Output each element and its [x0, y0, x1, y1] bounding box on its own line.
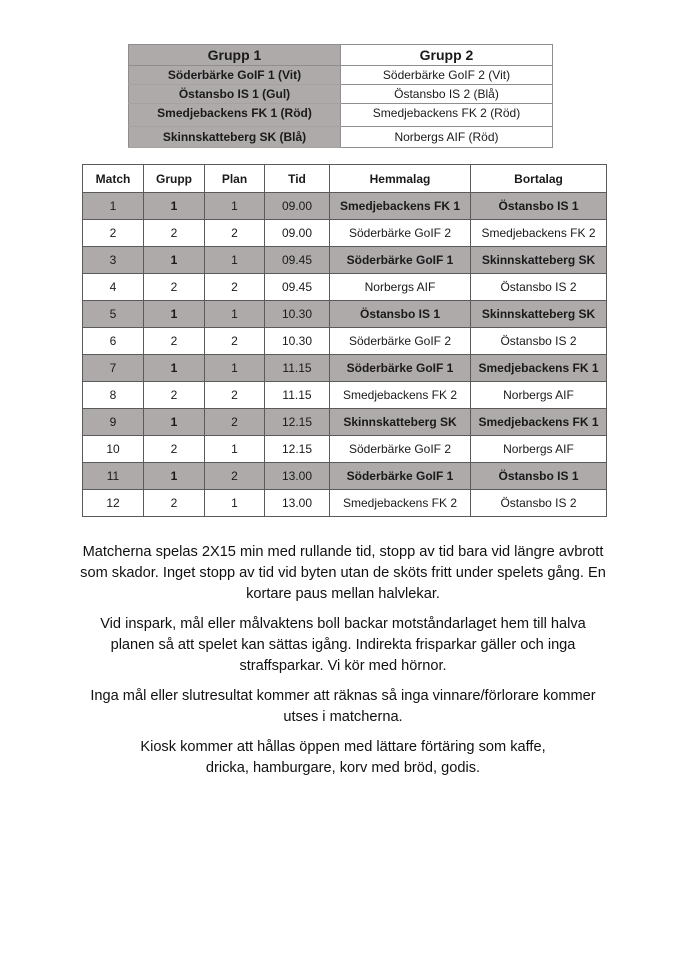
table-row [83, 355, 607, 382]
table-row [83, 436, 607, 463]
schedule-header-row [83, 165, 607, 193]
away-team: Smedjebackens FK 2 [471, 220, 607, 247]
note-goal-kick-rules: Vid inspark, mål eller målvaktens boll backar motståndarlaget hem till halva planen så att spelet kan sättas igång. Indirekta frisparkar gäller och inga straffsparkar. Vi kör med hörnor. [100, 616, 586, 674]
match-time: 13.00 [265, 490, 330, 517]
schedule-table [82, 164, 607, 517]
group-number: 2 [144, 436, 205, 463]
note-match-duration: Matcherna spelas 2X15 min med rullande tid, stopp av tid bara vid längre avbrott som skador. Inget stopp av tid vid byten utan de sköts fritt under spelets gång. En kortare paus mellan halvlekar. [80, 544, 606, 602]
match-time: 12.15 [265, 436, 330, 463]
away-team: Smedjebackens FK 1 [471, 355, 607, 382]
field-number: 1 [205, 247, 265, 274]
field-number: 2 [205, 220, 265, 247]
field-number: 1 [205, 490, 265, 517]
group-number: 2 [144, 490, 205, 517]
col-header-group: Grupp [144, 165, 205, 193]
groups-header-row [129, 45, 553, 66]
field-number: 1 [205, 355, 265, 382]
col-header-away-team: Bortalag [471, 165, 607, 193]
match-time: 11.15 [265, 382, 330, 409]
field-number: 2 [205, 382, 265, 409]
away-team: Östansbo IS 2 [471, 490, 607, 517]
groups-row [129, 104, 553, 127]
match-number: 11 [83, 463, 144, 490]
table-row [83, 328, 607, 355]
field-number: 2 [205, 463, 265, 490]
table-row [83, 220, 607, 247]
group-number: 1 [144, 409, 205, 436]
home-team: Smedjebackens FK 2 [330, 490, 471, 517]
group-2-team: Östansbo IS 2 (Blå) [341, 85, 553, 104]
group-2-team: Söderbärke GoIF 2 (Vit) [341, 66, 553, 85]
table-row [83, 193, 607, 220]
match-number: 7 [83, 355, 144, 382]
group-2-header: Grupp 2 [341, 45, 553, 66]
note-no-scoring: Inga mål eller slutresultat kommer att räknas så inga vinnare/förlorare kommer utses i matcherna. [90, 688, 596, 725]
away-team: Östansbo IS 1 [471, 463, 607, 490]
home-team: Söderbärke GoIF 1 [330, 247, 471, 274]
match-number: 9 [83, 409, 144, 436]
match-number: 8 [83, 382, 144, 409]
group-1-team: Östansbo IS 1 (Gul) [129, 85, 341, 104]
match-time: 09.00 [265, 220, 330, 247]
table-row [83, 382, 607, 409]
away-team: Norbergs AIF [471, 436, 607, 463]
group-number: 2 [144, 382, 205, 409]
field-number: 2 [205, 409, 265, 436]
match-number: 2 [83, 220, 144, 247]
match-number: 12 [83, 490, 144, 517]
field-number: 1 [205, 193, 265, 220]
table-row [83, 301, 607, 328]
field-number: 2 [205, 274, 265, 301]
home-team: Söderbärke GoIF 1 [330, 355, 471, 382]
match-time: 11.15 [265, 355, 330, 382]
table-row [83, 274, 607, 301]
match-time: 13.00 [265, 463, 330, 490]
group-1-header: Grupp 1 [129, 45, 341, 66]
away-team: Smedjebackens FK 1 [471, 409, 607, 436]
match-number: 6 [83, 328, 144, 355]
group-1-team: Smedjebackens FK 1 (Röd) [129, 104, 341, 127]
home-team: Söderbärke GoIF 1 [330, 463, 471, 490]
match-number: 1 [83, 193, 144, 220]
group-1-team: Skinnskatteberg SK (Blå) [129, 127, 341, 148]
away-team: Skinnskatteberg SK [471, 247, 607, 274]
home-team: Norbergs AIF [330, 274, 471, 301]
match-number: 10 [83, 436, 144, 463]
groups-row [129, 127, 553, 148]
field-number: 1 [205, 301, 265, 328]
field-number: 1 [205, 436, 265, 463]
home-team: Söderbärke GoIF 2 [330, 328, 471, 355]
match-time: 09.45 [265, 247, 330, 274]
home-team: Söderbärke GoIF 2 [330, 220, 471, 247]
home-team: Smedjebackens FK 2 [330, 382, 471, 409]
group-number: 1 [144, 355, 205, 382]
rules-notes [78, 542, 608, 788]
group-2-team: Smedjebackens FK 2 (Röd) [341, 104, 553, 127]
table-row [83, 409, 607, 436]
table-row [83, 490, 607, 517]
match-time: 09.45 [265, 274, 330, 301]
home-team: Söderbärke GoIF 2 [330, 436, 471, 463]
match-time: 09.00 [265, 193, 330, 220]
col-header-time: Tid [265, 165, 330, 193]
group-number: 1 [144, 247, 205, 274]
group-number: 1 [144, 193, 205, 220]
groups-row [129, 66, 553, 85]
col-header-match: Match [83, 165, 144, 193]
groups-row [129, 85, 553, 104]
home-team: Östansbo IS 1 [330, 301, 471, 328]
group-number: 2 [144, 274, 205, 301]
away-team: Östansbo IS 2 [471, 328, 607, 355]
groups-table [128, 44, 553, 148]
table-row [83, 463, 607, 490]
group-number: 2 [144, 328, 205, 355]
group-number: 1 [144, 463, 205, 490]
group-number: 1 [144, 301, 205, 328]
home-team: Smedjebackens FK 1 [330, 193, 471, 220]
field-number: 2 [205, 328, 265, 355]
away-team: Östansbo IS 2 [471, 274, 607, 301]
match-number: 3 [83, 247, 144, 274]
away-team: Norbergs AIF [471, 382, 607, 409]
home-team: Skinnskatteberg SK [330, 409, 471, 436]
table-row [83, 247, 607, 274]
match-time: 10.30 [265, 328, 330, 355]
group-2-team: Norbergs AIF (Röd) [341, 127, 553, 148]
match-number: 4 [83, 274, 144, 301]
away-team: Skinnskatteberg SK [471, 301, 607, 328]
away-team: Östansbo IS 1 [471, 193, 607, 220]
match-time: 12.15 [265, 409, 330, 436]
group-number: 2 [144, 220, 205, 247]
col-header-field: Plan [205, 165, 265, 193]
col-header-home-team: Hemmalag [330, 165, 471, 193]
match-number: 5 [83, 301, 144, 328]
note-kiosk: Kiosk kommer att hållas öppen med lättare förtäring som kaffe, dricka, hamburgare, korv med bröd, godis. [140, 739, 546, 776]
group-1-team: Söderbärke GoIF 1 (Vit) [129, 66, 341, 85]
match-time: 10.30 [265, 301, 330, 328]
